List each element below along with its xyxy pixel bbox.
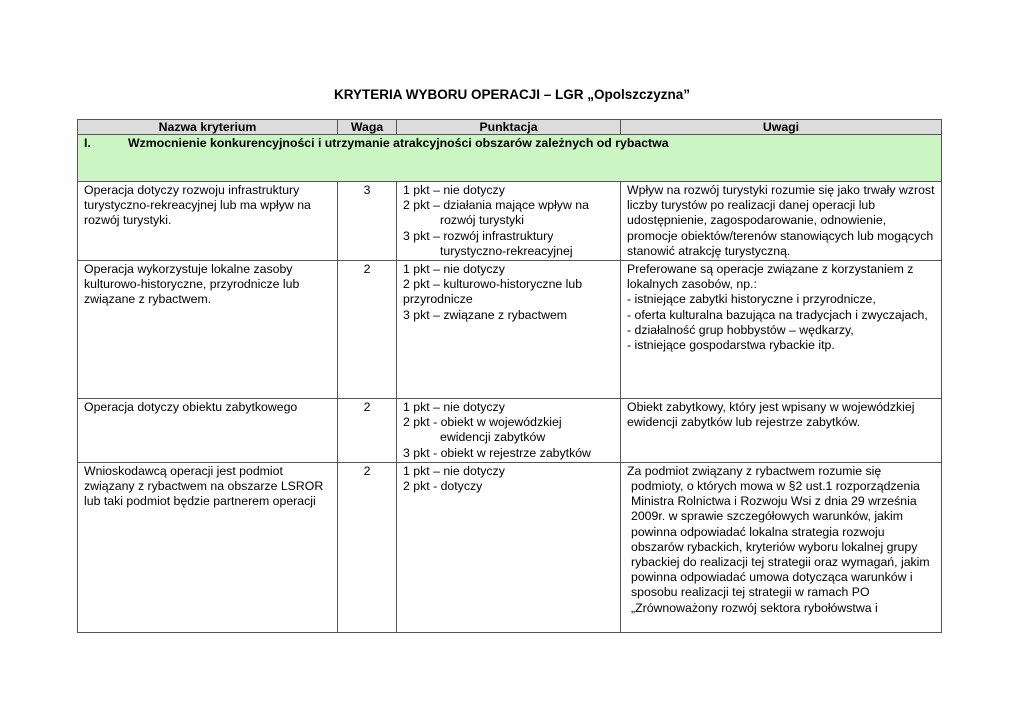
scoring-line: 1 pkt – nie dotyczy [403, 183, 505, 197]
scoring-line: 1 pkt – nie dotyczy [403, 463, 505, 478]
criterion-remarks [621, 261, 942, 399]
header-weight: Waga [338, 120, 397, 135]
scoring-line: 3 pkt – rozwój infrastruktury [403, 228, 554, 243]
table-row [78, 462, 942, 632]
document-title: KRYTERIA WYBORU OPERACJI – LGR „Opolszczyzna” [333, 87, 691, 102]
remarks-line: - działalność grup hobbystów – wędkarzy, [627, 322, 854, 337]
scoring-line: 2 pkt – działania mające wpływ na [403, 198, 589, 213]
criterion-weight: 2 [338, 462, 397, 632]
criterion-name: Operacja dotyczy obiektu zabytkowego [78, 399, 338, 463]
scoring-line: 1 pkt – nie dotyczy [403, 262, 505, 277]
criterion-name: Wnioskodawcą operacji jest podmiot związany z rybactwem na obszarze LSROR lub taki podmiot będzie partnerem operacji [78, 462, 338, 632]
table-header-row [78, 120, 942, 135]
criterion-weight: 2 [338, 261, 397, 399]
scoring-line: rozwój turystyki [440, 213, 525, 228]
remarks-line: podmioty, o których mowa w §2 ust.1 rozporządzenia Ministra Rolnictwa i Rozwoju Wsi z dnia 29 września 2009r. w sprawie szczegółowych warunków, jakim powinna odpowiadać lokalna strategia rozwoju obszarów rybackich, kryteriów wyboru lokalnej grupy rybackiej do realizacji tej strategii oraz wymagań, jakim powinna odpowiadać umowa dotycząca warunków i sposobu realizacji tej strategii w ramach PO „Zrównoważony rozwój sektora rybołówstwa i [631, 479, 930, 615]
section-row [78, 135, 942, 182]
remarks-line: Preferowane są operacje związane z korzystaniem z lokalnych zasobów, np.: [627, 262, 914, 292]
criterion-name: Operacja dotyczy rozwoju infrastruktury turystyczno-rekreacyjnej lub ma wpływ na rozwój turystyki. [78, 182, 338, 261]
criterion-scoring [397, 261, 621, 399]
remarks-line: Obiekt zabytkowy, który jest wpisany w wojewódzkiej ewidencji zabytków lub rejestrze zabytków. [627, 400, 915, 430]
criterion-scoring [397, 462, 621, 632]
scoring-line: 2 pkt – kulturowo-historyczne lub przyrodnicze [403, 277, 583, 307]
remarks-line: - istniejące gospodarstwa rybackie itp. [627, 338, 835, 353]
criterion-scoring [397, 399, 621, 463]
section-cell [78, 135, 942, 182]
criterion-name: Operacja wykorzystuje lokalne zasoby kulturowo-historyczne, przyrodnicze lub związane z rybactwem. [78, 261, 338, 399]
scoring-line: ewidencji zabytków [440, 430, 546, 445]
section-label: Wzmocnienie konkurencyjności i utrzymanie atrakcyjności obszarów zależnych od rybactwa [128, 136, 669, 150]
section-number: I. [84, 136, 91, 150]
criteria-table [77, 119, 942, 633]
scoring-line: 3 pkt – związane z rybactwem [403, 307, 568, 322]
criterion-remarks [621, 182, 942, 261]
header-scoring: Punktacja [397, 120, 621, 135]
criterion-scoring [397, 182, 621, 261]
table-row [78, 182, 942, 261]
criterion-remarks [621, 462, 942, 632]
header-remarks: Uwagi [621, 120, 942, 135]
remarks-line: - oferta kulturalna bazująca na tradycjach i zwyczajach, [627, 307, 928, 322]
criterion-weight: 2 [338, 399, 397, 463]
scoring-line: 1 pkt – nie dotyczy [403, 400, 505, 415]
scoring-line: 2 pkt - dotyczy [403, 479, 483, 494]
remarks-line: - istniejące zabytki historyczne i przyrodnicze, [627, 292, 876, 307]
criterion-weight: 3 [338, 182, 397, 261]
remarks-line: Za podmiot związany z rybactwem rozumie się [627, 463, 882, 478]
scoring-line: 2 pkt - obiekt w wojewódzkiej [403, 415, 562, 430]
remarks-line: Wpływ na rozwój turystyki rozumie się jako trwały wzrost liczby turystów po realizacji danej operacji lub udostępnienie, zagospodarowanie, odnowienie, promocje obiektów/terenów stanowiących lub mogących stanowić atrakcję turystyczną. [627, 183, 935, 258]
scoring-line: turystyczno-rekreacyjnej [440, 243, 573, 258]
criterion-remarks [621, 399, 942, 463]
table-row [78, 261, 942, 399]
scoring-line: 3 pkt - obiekt w rejestrze zabytków [403, 445, 591, 460]
header-name: Nazwa kryterium [78, 120, 338, 135]
table-row [78, 399, 942, 463]
